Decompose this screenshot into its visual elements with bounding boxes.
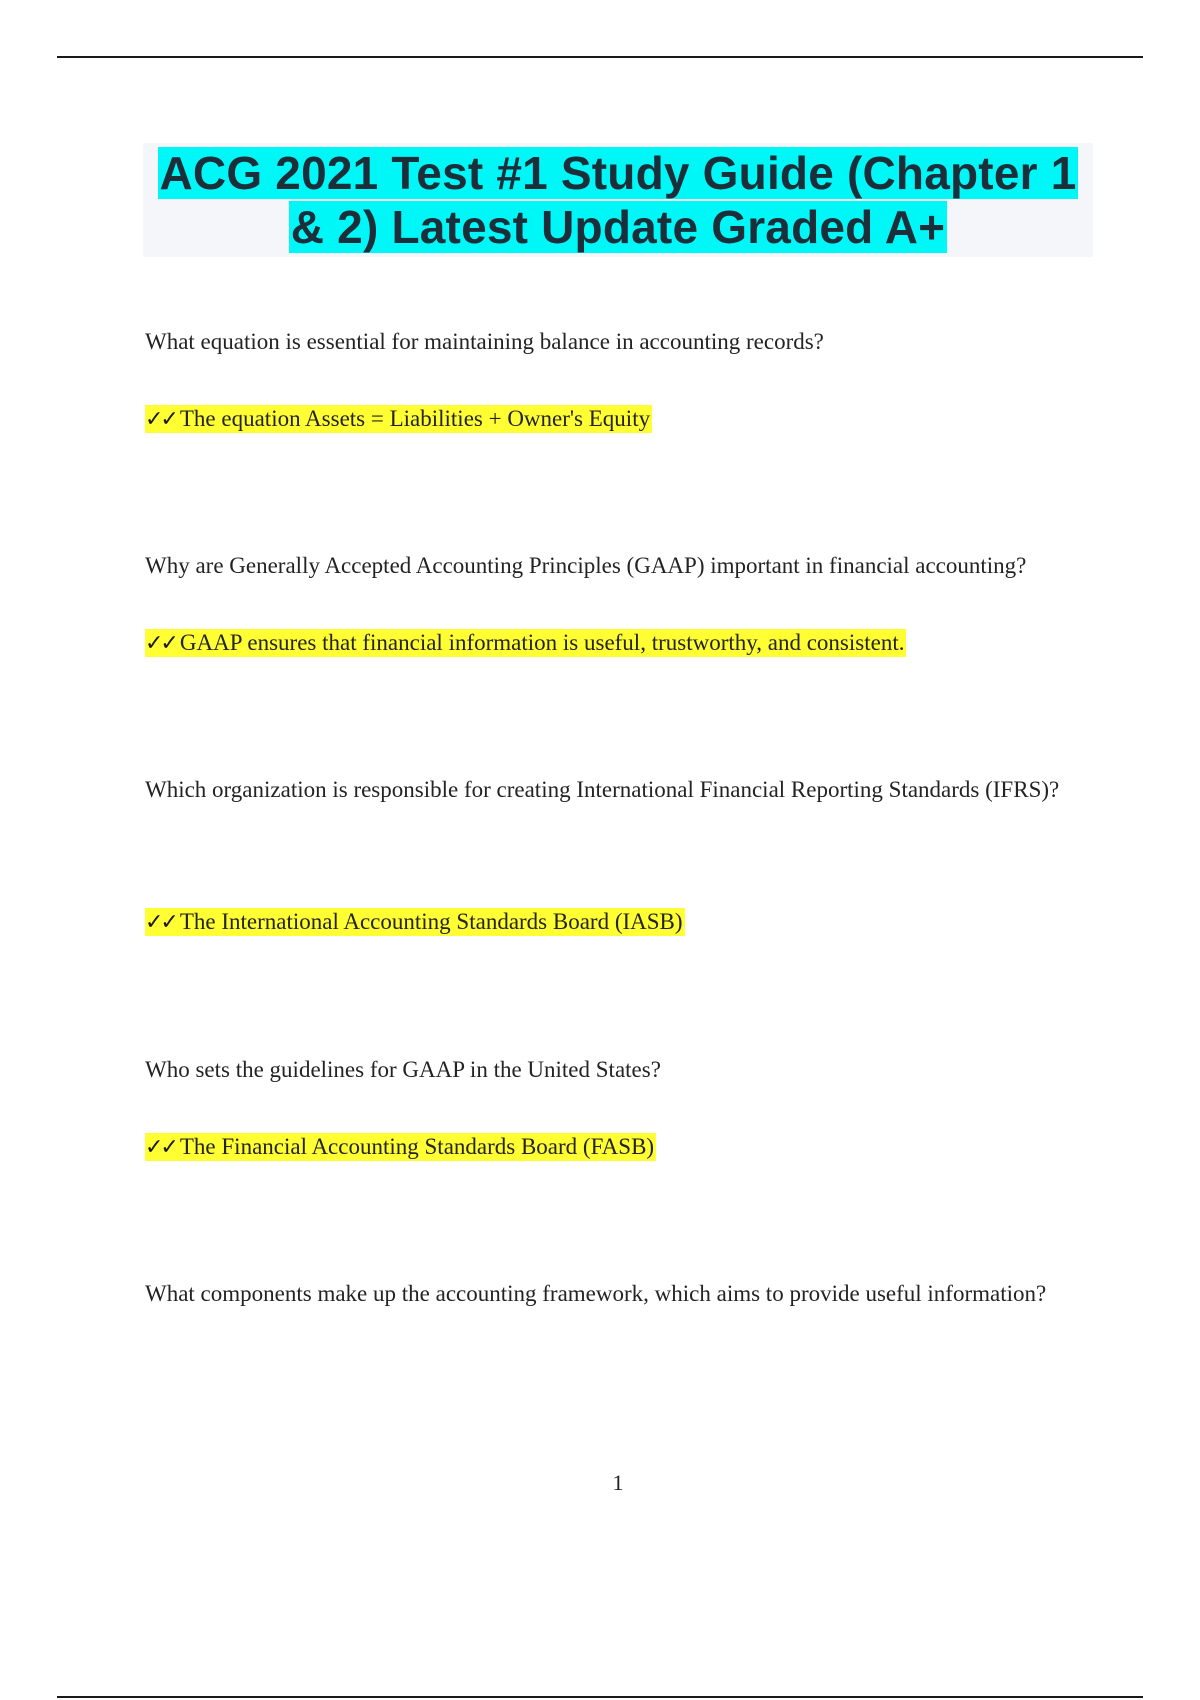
top-rule xyxy=(57,56,1143,58)
qa-item xyxy=(145,1265,1085,1322)
double-check-icon: ✓✓ xyxy=(145,407,176,432)
answer-text: ✓✓ The equation Assets = Liabilities + Owner's Equity xyxy=(145,406,651,432)
double-check-icon: ✓✓ xyxy=(145,910,176,935)
question-text: Which organization is responsible for creating International Financial Reporting Standards (IFRS)? xyxy=(145,777,1060,802)
document-title: ACG 2021 Test #1 Study Guide (Chapter 1 & 2) Latest Update Graded A+ xyxy=(159,147,1077,253)
page-number: 1 xyxy=(612,1470,624,1495)
answer-text: ✓✓ The International Accounting Standards Board (IASB) xyxy=(145,909,683,935)
qa-item xyxy=(145,313,1085,432)
double-check-icon: ✓✓ xyxy=(145,1135,176,1160)
question-text: Why are Generally Accepted Accounting Principles (GAAP) important in financial accounting? xyxy=(145,553,1027,578)
title-block xyxy=(143,143,1093,257)
answer-text: ✓✓ The Financial Accounting Standards Board (FASB) xyxy=(145,1134,655,1160)
qa-item xyxy=(145,537,1085,656)
qa-item xyxy=(145,1041,1085,1160)
bottom-rule xyxy=(57,1696,1143,1698)
answer-text: ✓✓ GAAP ensures that financial information is useful, trustworthy, and consistent. xyxy=(145,630,905,656)
question-text: What components make up the accounting framework, which aims to provide useful information? xyxy=(145,1281,1047,1306)
qa-item xyxy=(145,761,1085,935)
question-text: What equation is essential for maintaining balance in accounting records? xyxy=(145,329,824,354)
question-text: Who sets the guidelines for GAAP in the United States? xyxy=(145,1057,661,1082)
double-check-icon: ✓✓ xyxy=(145,631,176,656)
